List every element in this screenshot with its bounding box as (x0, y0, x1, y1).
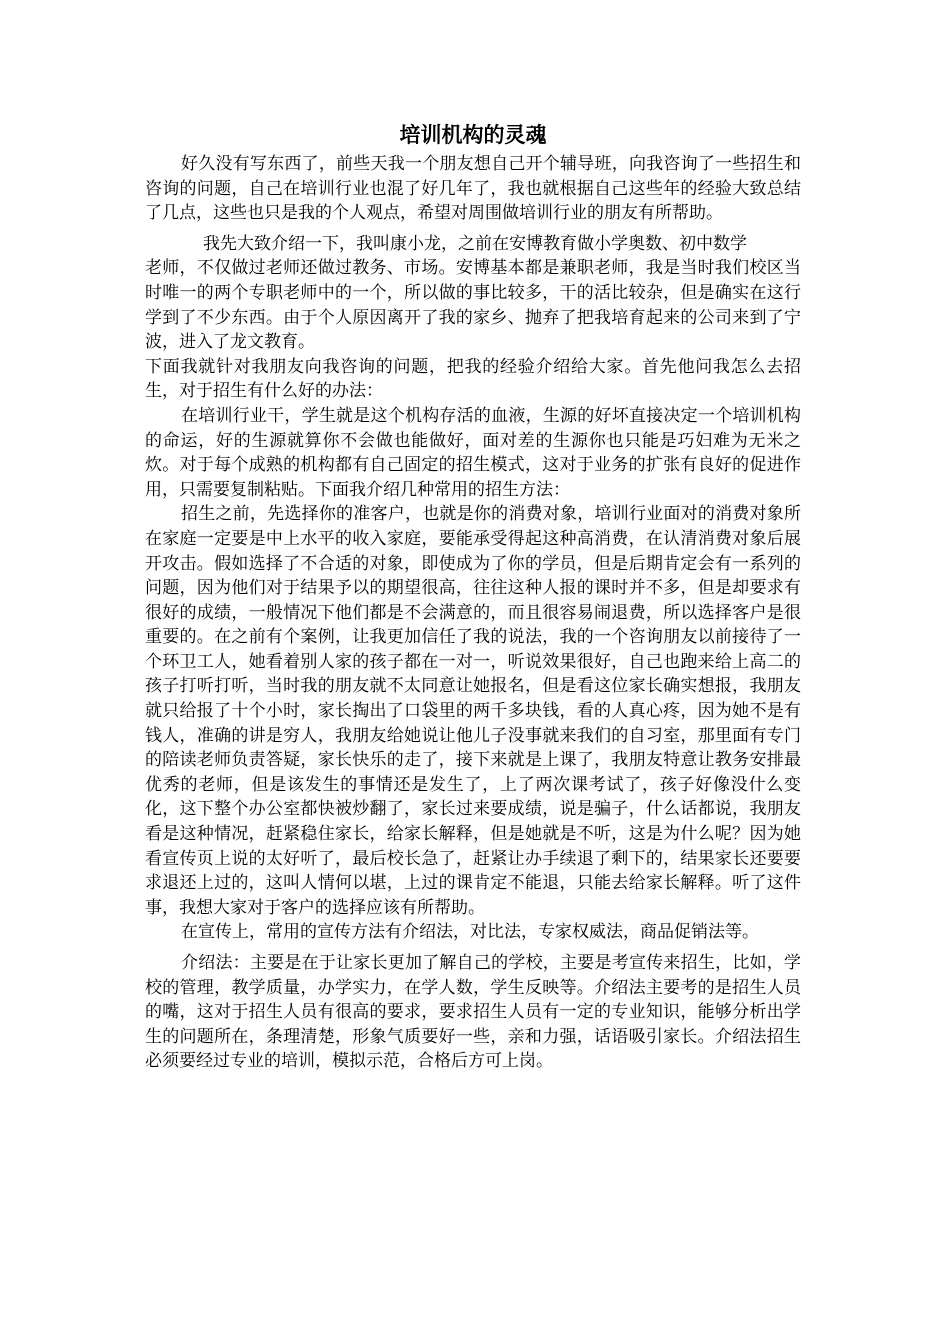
document-title: 培训机构的灵魂 (399, 123, 547, 147)
paragraph-intro: 好久没有写东西了，前些天我一个朋友想自己开个辅导班，向我咨询了一些招生和咨询的问题，自己在培训行业也混了好几年了，我也就根据自己这些年的经验大致总结了几点，这些也只是我的个人观点，希望对周围做培训行业的朋友有所帮助。 (145, 154, 801, 224)
paragraph-introduction-method: 介绍法：主要是在于让家长更加了解自己的学校，主要是考宣传来招生，比如，学校的管理，教学质量，办学实力，在学人数，学生反映等。介绍法主要考的是招生人员的嘴，这对于招生人员有很高的要求，要求招生人员有一定的专业知识，能够分析出学生的问题所在，条理清楚，形象气质要好一些，亲和力强，话语吸引家长。介绍法招生必须要经过专业的培训，模拟示范，合格后方可上岗。 (145, 953, 801, 1072)
paragraph-question: 下面我就针对我朋友向我咨询的问题，把我的经验介绍给大家。首先他问我怎么去招生，对于招生有什么好的办法： (145, 356, 801, 402)
paragraph-client-selection: 招生之前，先选择你的准客户，也就是你的消费对象，培训行业面对的消费对象所在家庭一定要是中上水平的收入家庭，要能承受得起这种高消费，在认清消费对象后展开攻击。假如选择了不合适的对象，即使成为了你的学员，但是后期肯定会有一系列的问题，因为他们对于结果予以的期望很高，往往这种人报的课时并不多，但是却要求有很好的成绩，一般情况下他们都是不会满意的，而且很容易闹退费，所以选择客户是很重要的。在之前有个案例，让我更加信任了我的说法，我的一个咨询朋友以前接待了一个环卫工人，她看着别人家的孩子都在一对一，听说效果很好，自己也跑来给上高二的孩子打听打听，当时我的朋友就不太同意让她报名，但是看这位家长确实想报，我朋友就只给报了十个小时，家长掏出了口袋里的两千多块钱，看的人真心疼，因为她不是有钱人，准确的讲是穷人，我朋友给她说让他儿子没事就来我们的自习室，那里面有专门的陪读老师负责答疑，家长快乐的走了，接下来就是上课了，我朋友特意让教务安排最优秀的老师，但是该发生的事情还是发生了，上了两次课考试了，孩子好像没什么变化，这下整个办公室都快被炒翻了，家长过来要成绩，说是骗子，什么话都说，我朋友看是这种情况，赶紧稳住家长，给家长解释，但是她就是不听，这是为什么呢？因为她看宣传页上说的太好听了，最后校长急了，赶紧让办手续退了剩下的，结果家长还要要求退还上过的，这叫人情何以堪，上过的课肯定不能退，只能去给家长解释。听了这件事，我想大家对于客户的选择应该有所帮助。 (145, 504, 801, 918)
document-page (145, 118, 801, 1074)
paragraph-promotion-methods: 在宣传上，常用的宣传方法有介绍法，对比法，专家权威法，商品促销法等。 (181, 922, 759, 943)
paragraph-enrollment: 在培训行业干，学生就是这个机构存活的血液，生源的好坏直接决定一个培训机构的命运，好的生源就算你不会做也能做好，面对差的生源你也只能是巧妇难为无米之炊。对于每个成熟的机构都有自己固定的招生模式，这对于业务的扩张有良好的促进作用，只需要复制粘贴。下面我介绍几种常用的招生方法： (145, 405, 801, 500)
paragraph-background: 老师，不仅做过老师还做过教务、市场。安博基本都是兼职老师，我是当时我们校区当时唯一的两个专职老师中的一个，所以做的事比较多，干的活比较杂，但是确实在这行学到了不少东西。由于个人原因离开了我的家乡、抛弃了把我培育起来的公司来到了宁波，进入了龙文教育。 (145, 258, 801, 353)
paragraph-self-intro: 我先大致介绍一下，我叫康小龙，之前在安博教育做小学奥数、初中数学 (203, 233, 747, 254)
